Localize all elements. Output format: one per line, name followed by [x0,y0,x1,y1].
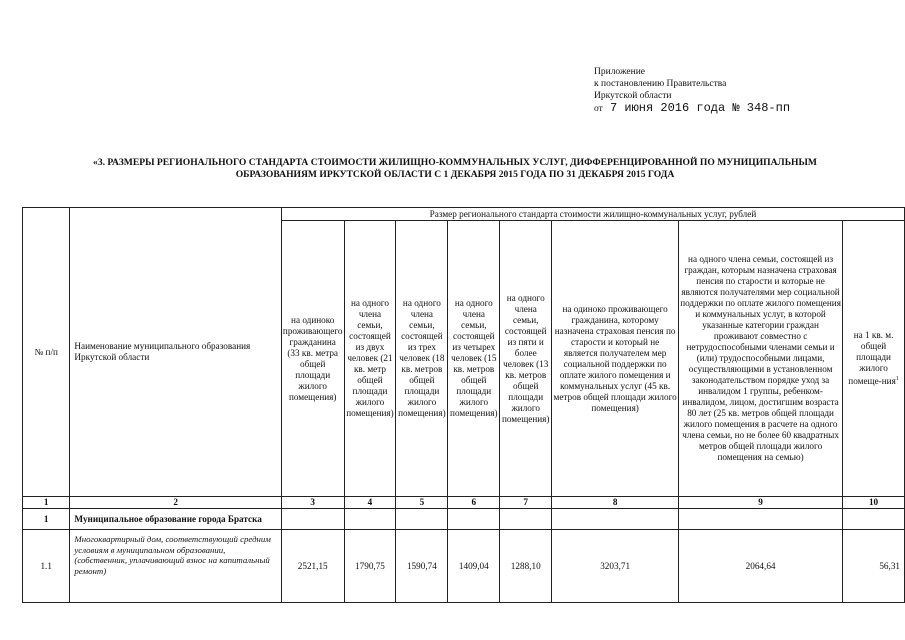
date-prefix: от [594,104,603,114]
header-col-7: на одного члена семьи, состоящей из пяти и более человек (13 кв. метров общей площади жилого помещения) [500,221,552,497]
municipality-name: Муниципальное образование города Братска [70,509,282,530]
date-value: 7 июня 2016 года № 348-пп [609,101,791,115]
empty-cell [344,509,396,530]
row-value: 56,31 [843,530,905,603]
row-value: 3203,71 [552,530,679,603]
column-number-row [23,497,905,509]
header-col-5: на одного члена семьи, состоящей из трех человек (18 кв. метров общей площади жилого помещения) [396,221,448,497]
row-value: 2521,15 [281,530,344,603]
row-name: Многоквартирный дом, соответствующий средним условиям в муниципальном образовании, (собственник, уплачивающий взнос на капитальный ремонт) [70,530,282,603]
municipality-row [23,509,905,530]
appendix-line: Приложение [594,67,645,77]
appendix-line: к постановлению Правительства [594,79,727,89]
appendix-line: Иркутской области [594,91,672,101]
table-row [23,530,905,603]
column-number: 9 [679,497,843,509]
column-number: 6 [448,497,500,509]
row-value: 1288,10 [500,530,552,603]
empty-cell [281,509,344,530]
column-number: 5 [396,497,448,509]
title-line: ОБРАЗОВАНИЯМ ИРКУТСКОЙ ОБЛАСТИ С 1 ДЕКАБРЯ 2015 ГОДА ПО 31 ДЕКАБРЯ 2015 ГОДА [235,169,675,180]
column-number: 7 [500,497,552,509]
title-line: «3. РАЗМЕРЫ РЕГИОНАЛЬНОГО СТАНДАРТА СТОИМОСТИ ЖИЛИЩНО-КОММУНАЛЬНЫХ УСЛУГ, ДИФФЕРЕНЦИРОВАННОЙ ПО МУНИЦИПАЛЬНЫМ [93,157,817,168]
header-col-4: на одного члена семьи, состоящей из двух человек (21 кв. метр общей площади жилого помещения) [344,221,396,497]
row-value: 2064,64 [679,530,843,603]
empty-cell [843,509,905,530]
document-title [40,157,870,181]
municipality-num: 1 [23,509,70,530]
header-group: Размер регионального стандарта стоимости жилищно-коммунальных услуг, рублей [281,208,904,221]
empty-cell [552,509,679,530]
empty-cell [500,509,552,530]
column-number: 4 [344,497,396,509]
header-col-9: на одного члена семьи, состоящей из граждан, которым назначена страховая пенсия по старости и которые не являются получателями мер социальной поддержки по оплате жилого помещения и коммунальных услуг, в которой указанные категории граждан проживают совместно с нетрудоспособными членами семьи и (или) трудоспособными лицами, осуществляющими в установленном законодательством порядке уход за инвалидом 1 группы, ребенком-инвалидом, лицом, достигшим возраста 80 лет (25 кв. метров общей площади жилого помещения в расчете на одного члена семьи, но не более 60 квадратных метров общей площади жилого помещения на семью) [679,221,843,497]
empty-cell [679,509,843,530]
header-col-6: на одного члена семьи, состоящей из четырех человек (15 кв. метров общей площади жилого помещения) [448,221,500,497]
header-col-10-text: на 1 кв. м. общей площади жилого помеще-ния [848,329,896,387]
column-number: 1 [23,497,70,509]
header-col-8: на одиноко проживающего гражданина, которому назначена страховая пенсия по старости и который не является получателем мер социальной поддержки по оплате жилого помещения и коммунальных услуг (45 кв. метров общей площади жилого помещения) [552,221,679,497]
empty-cell [396,509,448,530]
empty-cell [448,509,500,530]
appendix-date [594,102,790,115]
column-number: 3 [281,497,344,509]
standards-table [22,207,905,603]
footnote-mark: 1 [895,375,899,382]
column-number: 8 [552,497,679,509]
appendix-block [594,66,790,115]
header-num: № п/п [23,208,70,497]
row-value: 1409,04 [448,530,500,603]
row-num: 1.1 [23,530,70,603]
row-value: 1590,74 [396,530,448,603]
row-value: 1790,75 [344,530,396,603]
header-col-3: на одиноко проживающего гражданина (33 кв. метра общей площади жилого помещения) [281,221,344,497]
header-name: Наименование муниципального образования Иркутской области [70,208,282,497]
header-col-10 [843,221,905,497]
column-number: 2 [70,497,282,509]
column-number: 10 [843,497,905,509]
